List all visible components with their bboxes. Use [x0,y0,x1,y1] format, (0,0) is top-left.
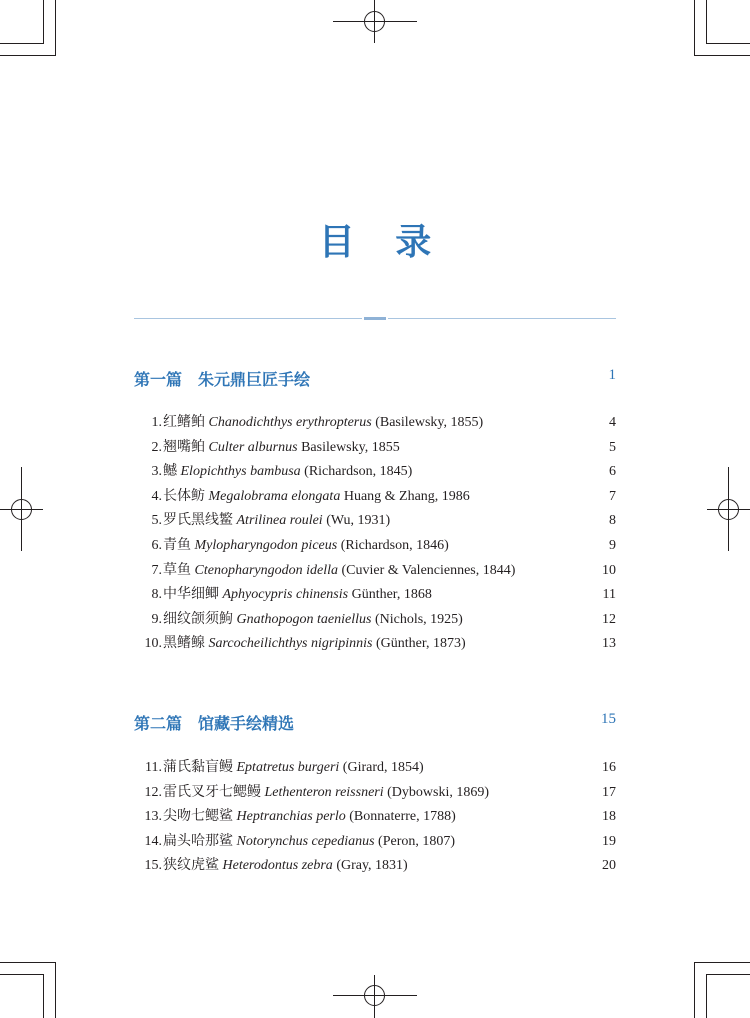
toc-entry[interactable] [134,781,616,806]
entry-chinese-name: 蒲氏黏盲鳗 [163,760,233,775]
entry-authority: (Wu, 1931) [326,513,391,529]
entry-authority: Basilewsky, 1855 [301,439,400,455]
entry-scientific-name: Aphyocypris chinensis [222,587,349,603]
entry-authority: (Basilewsky, 1855) [375,415,484,430]
entry-number: 11. [145,760,162,775]
toc-entry[interactable] [134,632,616,657]
toc-entry[interactable] [134,756,616,781]
entry-title [163,436,400,461]
entry-scientific-name: Culter alburnus [208,439,298,455]
entry-title [163,830,455,855]
entry-title [163,854,408,879]
entry-scientific-name: Ctenopharyngodon idella [194,562,338,578]
toc-entry[interactable] [134,805,616,830]
entry-authority: (Gray, 1831) [336,858,408,874]
entry-chinese-name: 翘嘴鲌 [163,439,205,455]
toc-entry[interactable] [134,854,616,879]
entry-scientific-name: Lethenteron reissneri [264,784,384,800]
entry-title [163,534,449,559]
entry-title [163,411,483,436]
entry-title [163,559,515,584]
entry-authority: (Girard, 1854) [342,760,424,775]
entry-chinese-name: 鳡 [163,464,177,480]
entry-number: 14. [144,833,162,849]
entry-scientific-name: Gnathopogon taeniellus [236,611,372,627]
entry-number: 2. [151,439,162,455]
toc-entry[interactable] [134,830,616,855]
entry-scientific-name: Elopichthys bambusa [180,464,301,480]
entry-title [163,608,463,633]
toc-entries-section-2 [134,756,616,879]
entry-scientific-name: Heptranchias perlo [236,809,346,825]
entry-page-number: 6 [609,464,616,480]
entry-page-number: 8 [609,513,616,529]
toc-entry[interactable] [134,608,616,633]
section-label: 第二篇 馆藏手绘精选 [134,714,295,733]
entry-scientific-name: Mylopharyngodon piceus [194,537,338,553]
entry-page-number: 4 [609,415,616,430]
entry-chinese-name: 青鱼 [163,537,191,553]
entry-title [163,583,432,608]
entry-number: 15. [144,858,162,874]
toc-entry[interactable] [134,485,616,510]
toc-entry[interactable] [134,460,616,485]
entry-page-number: 12 [602,611,616,627]
entry-number: 5. [151,513,162,529]
entry-page-number: 10 [602,562,616,578]
entry-number: 3. [151,464,162,480]
entry-number: 4. [151,488,162,504]
entry-scientific-name: Chanodichthys erythropterus [208,415,372,430]
entry-page-number: 7 [609,488,616,504]
entry-title [163,805,456,830]
entry-authority: (Richardson, 1845) [304,464,413,480]
entry-authority: Huang & Zhang, 1986 [343,488,470,504]
entry-chinese-name: 罗氏黑线鳘 [163,513,233,529]
entry-scientific-name: Megalobrama elongata [208,488,341,504]
toc-entries-section-1 [134,411,616,657]
entry-chinese-name: 红鳍鲌 [163,415,205,430]
toc-entry[interactable] [134,583,616,608]
entry-number: 7. [151,562,162,578]
entry-scientific-name: Atrilinea roulei [236,513,323,529]
entry-authority: (Günther, 1873) [375,636,466,652]
entry-title [163,509,390,534]
entry-scientific-name: Eptatretus burgeri [236,760,340,775]
entry-number: 10. [144,636,162,652]
toc-entry[interactable] [134,436,616,461]
entry-title [163,756,424,781]
entry-chinese-name: 细纹颌须鮈 [163,611,233,627]
entry-scientific-name: Notorynchus cepedianus [236,833,375,849]
entry-number: 6. [151,537,162,553]
entry-number: 9. [151,611,162,627]
entry-chinese-name: 中华细鲫 [163,587,219,603]
entry-authority: (Peron, 1807) [378,833,456,849]
entry-chinese-name: 扁头哈那鲨 [163,833,233,849]
entry-number: 13. [144,809,162,825]
entry-scientific-name: Heterodontus zebra [222,858,333,874]
entry-page-number: 18 [602,809,616,825]
section-page-number: 1 [608,367,616,383]
entry-title [163,781,489,806]
entry-page-number: 19 [602,833,616,849]
entry-chinese-name: 黑鳍鳈 [163,636,205,652]
entry-page-number: 17 [602,784,616,800]
entry-page-number: 20 [602,858,616,874]
entry-title [163,460,412,485]
toc-entry[interactable] [134,534,616,559]
entry-chinese-name: 长体鲂 [163,488,205,504]
toc-entry[interactable] [134,411,616,436]
entry-page-number: 13 [602,636,616,652]
entry-number: 1. [151,415,162,430]
entry-page-number: 11 [602,587,616,603]
entry-chinese-name: 草鱼 [163,562,191,578]
entry-authority: (Bonnaterre, 1788) [349,809,456,825]
entry-page-number: 9 [609,537,616,553]
entry-chinese-name: 雷氏叉牙七鳃鳗 [163,784,261,800]
entry-authority: (Nichols, 1925) [374,611,463,627]
entry-page-number: 5 [609,439,616,455]
entry-chinese-name: 狭纹虎鲨 [163,858,219,874]
entry-authority: (Cuvier & Valenciennes, 1844) [341,562,516,578]
entry-scientific-name: Sarcocheilichthys nigripinnis [208,636,373,652]
entry-authority: (Richardson, 1846) [340,537,449,553]
entry-chinese-name: 尖吻七鳃鲨 [163,809,233,825]
page-title: 目 录 [318,221,446,263]
entry-number: 12. [144,784,162,800]
section-page-number: 15 [601,711,616,727]
entry-title [163,485,470,510]
entry-number: 8. [151,587,162,603]
entry-page-number: 16 [602,760,616,775]
toc-entry[interactable] [134,559,616,584]
entry-title [163,632,466,657]
section-label: 第一篇 朱元鼎巨匠手绘 [134,370,311,389]
toc-section-2[interactable] [134,711,616,735]
entry-authority: (Dybowski, 1869) [387,784,490,800]
entry-authority: Günther, 1868 [351,587,432,603]
toc-entry[interactable] [134,509,616,534]
toc-section-1[interactable] [134,367,616,391]
